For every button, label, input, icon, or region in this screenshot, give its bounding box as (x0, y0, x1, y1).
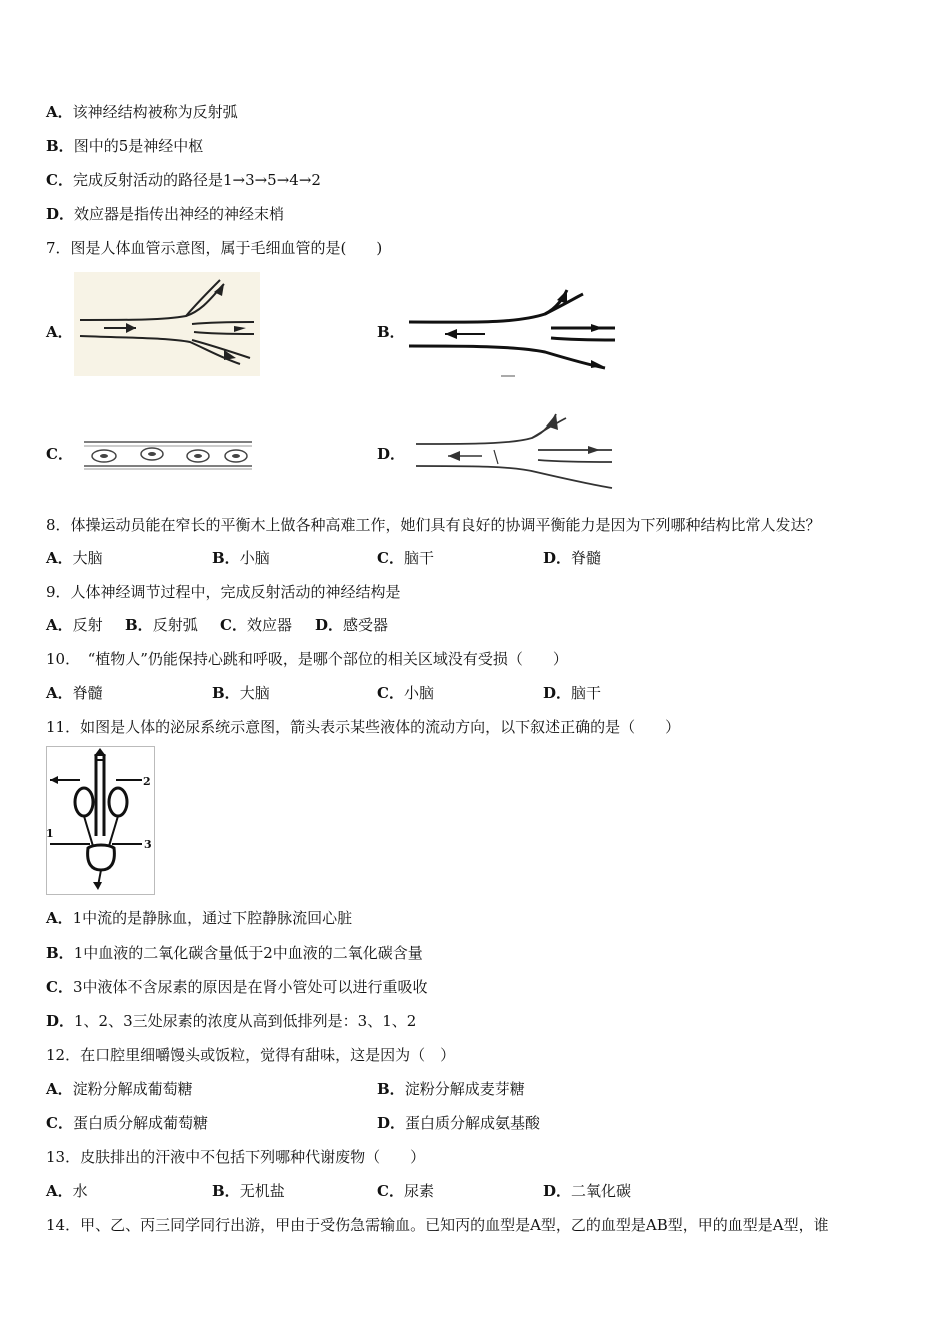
q8-option-d: D．脊髓 (543, 549, 602, 567)
q9-option-b: B．反射弧 (125, 616, 198, 634)
q7-figure-a (74, 272, 260, 376)
q6-option-c: C．完成反射活动的路径是1→3→5→4→2 (46, 171, 321, 189)
q13-option-d: D．二氧化碳 (543, 1182, 632, 1200)
q8-option-a: A．大脑 (46, 549, 103, 567)
q9-stem: 9．人体神经调节过程中，完成反射活动的神经结构是 (46, 583, 401, 601)
q9-option-c: C．效应器 (220, 616, 292, 634)
q11-option-d: D．1、2、3三处尿素的浓度从高到低排列是：3、1、2 (46, 1012, 417, 1030)
q12-option-a: A．淀粉分解成葡萄糖 (46, 1080, 193, 1098)
q6-option-d: D．效应器是指传出神经的神经末梢 (46, 205, 285, 223)
q13-option-b: B．无机盐 (212, 1182, 285, 1200)
q11-option-b: B．1中血液的二氧化碳含量低于2中血液的二氧化碳含量 (46, 944, 423, 962)
q7-option-d-label: D． (377, 445, 406, 463)
q8-option-c: C．脑干 (377, 549, 434, 567)
q9-option-a: A．反射 (46, 616, 103, 634)
q9-option-d: D．感受器 (315, 616, 389, 634)
q12-option-b: B．淀粉分解成麦芽糖 (377, 1080, 525, 1098)
q7-option-a-label: A． (46, 323, 73, 341)
q14-stem: 14．甲、乙、丙三同学同行出游，甲由于受伤急需输血。已知丙的血型是A型，乙的血型是AB型，甲的血型是A型，谁 (46, 1216, 829, 1234)
q7-option-c-label: C． (46, 445, 73, 463)
q7-figure-c (80, 438, 256, 472)
q10-stem: 10． “植物人”仍能保持心跳和呼吸，是哪个部位的相关区域没有受损（ ） (46, 650, 568, 668)
q7-option-b-label: B． (377, 323, 405, 341)
q13-option-a: A．水 (46, 1182, 88, 1200)
q7-figure-b (405, 284, 620, 380)
q10-option-a: A．脊髓 (46, 684, 103, 702)
q13-stem: 13．皮肤排出的汗液中不包括下列哪种代谢废物（ ） (46, 1148, 426, 1166)
q11-option-c: C．3中液体不含尿素的原因是在肾小管处可以进行重吸收 (46, 978, 428, 996)
q7-stem: 7．图是人体血管示意图，属于毛细血管的是( ) (46, 239, 383, 257)
q11-option-a: A．1中流的是静脉血，通过下腔静脉流回心脏 (46, 909, 353, 927)
q13-option-c: C．尿素 (377, 1182, 434, 1200)
q10-option-d: D．脑干 (543, 684, 602, 702)
q8-stem: 8．体操运动员能在窄长的平衡木上做各种高难工作，她们具有良好的协调平衡能力是因为下列哪种结构比常人发达？ (46, 516, 821, 534)
q10-option-b: B．大脑 (212, 684, 270, 702)
q12-stem: 12．在口腔里细嚼馒头或饭粒，觉得有甜味，这是因为（ ） (46, 1046, 456, 1064)
q12-option-c: C．蛋白质分解成葡萄糖 (46, 1114, 208, 1132)
q11-fig-label-1: 1 (46, 827, 54, 840)
q11-stem: 11．如图是人体的泌尿系统示意图，箭头表示某些液体的流动方向，以下叙述正确的是（ ） (46, 718, 681, 736)
q11-fig-label-2: 2 (143, 775, 151, 788)
q7-figure-d (412, 410, 620, 490)
q6-option-a: A．该神经结构被称为反射弧 (46, 103, 238, 121)
q8-option-b: B．小脑 (212, 549, 270, 567)
q12-option-d: D．蛋白质分解成氨基酸 (377, 1114, 541, 1132)
q6-option-b: B．图中的5是神经中枢 (46, 137, 204, 155)
q11-urinary-system-figure (46, 746, 156, 896)
q10-option-c: C．小脑 (377, 684, 434, 702)
q11-fig-label-3: 3 (144, 838, 152, 851)
